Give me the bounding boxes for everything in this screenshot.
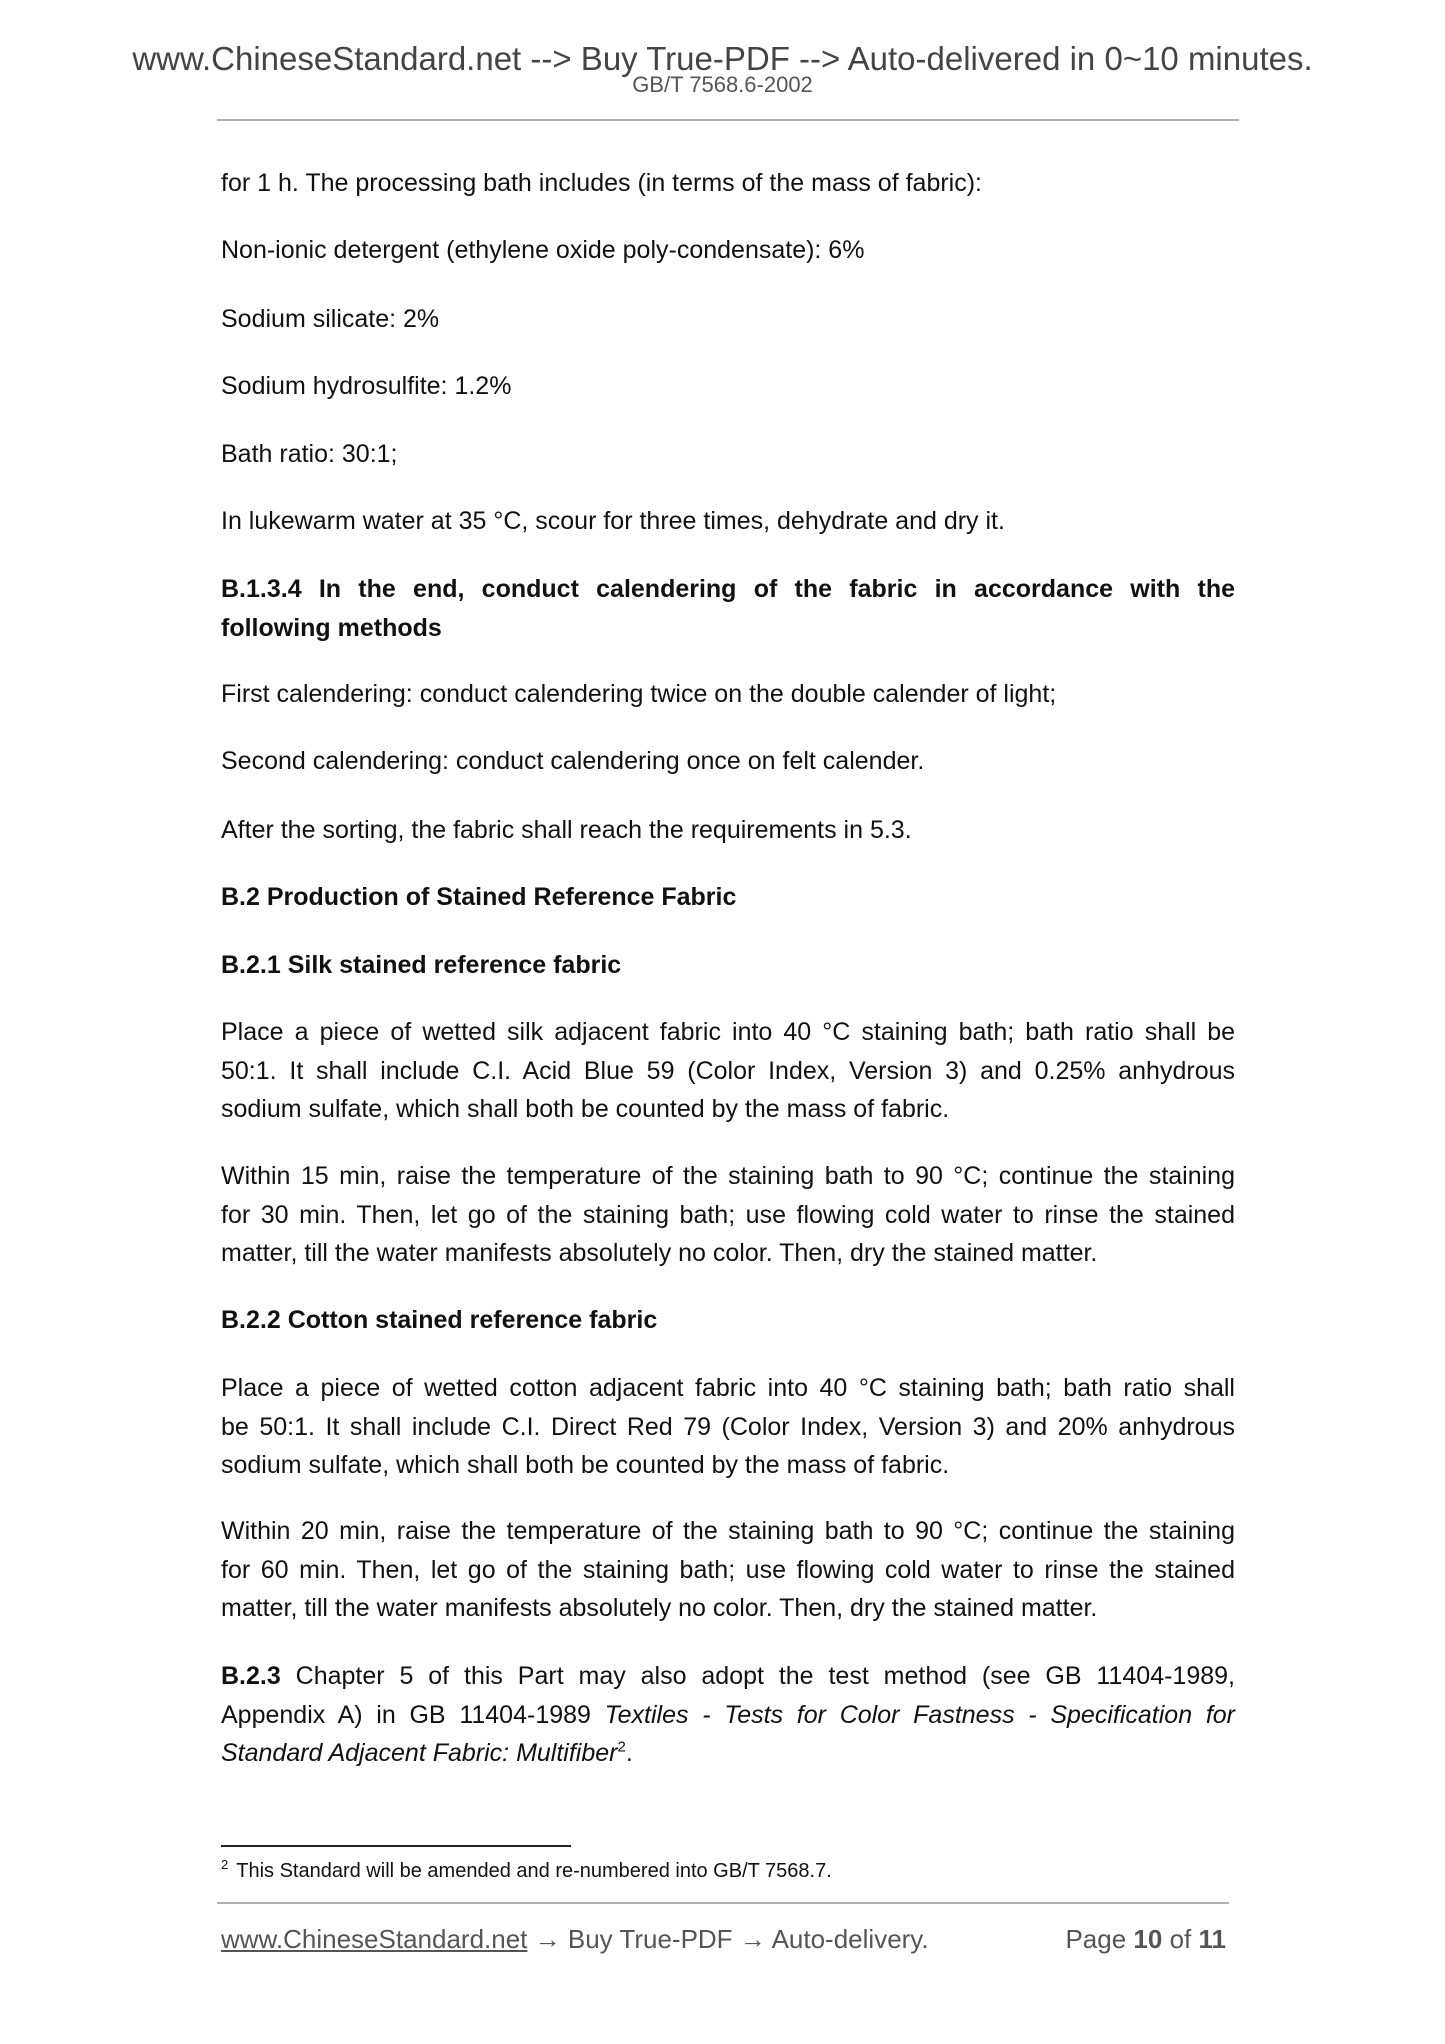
document-id: GB/T 7568.6-2002 (632, 72, 813, 97)
section-heading-b2: B.2 Production of Stained Reference Fabric (221, 883, 737, 911)
section-heading-b22: B.2.2 Cotton stained reference fabric (221, 1306, 658, 1334)
page-indicator: Page 10 of 11 (1065, 1924, 1226, 1954)
paragraph: Sodium hydrosulfite: 1.2% (221, 372, 512, 400)
section-heading-b21: B.2.1 Silk stained reference fabric (221, 951, 622, 979)
paragraph: Place a piece of wetted cotton adjacent fabric into 40 °C staining bath; bath ratio shall be 50:1. It shall include C.I. Direct Red 79 (Color Index, Version 3) and 20% anhydrous sodium sulfate, which shall both be counted by the mass of fabric. (221, 1374, 1235, 1479)
footnote-divider (221, 1845, 571, 1847)
footer-divider (217, 1902, 1229, 1904)
standard-title: Standard Adjacent Fabric: Multifiber (221, 1739, 618, 1767)
footnote-ref[interactable]: 2 (617, 1738, 626, 1756)
footer: www.ChineseStandard.net → Buy True-PDF → Auto-delivery. Page 10 of 11 (221, 1924, 1226, 1954)
paragraph: Within 15 min, raise the temperature of the staining bath to 90 °C; continue the staining for 30 min. Then, let go of the staining bath; use flowing cold water to rinse the stained matter, till the water manifests absolutely no color. Then, dry the stained matter. (221, 1162, 1235, 1267)
paragraph-b23: B.2.3 Chapter 5 of this Part may also adopt the test method (see GB 11404-1989, Appendix A) in GB 11404-1989 Textiles - Tests for Color Fastness - Specification for Standard Adjacent Fabric: Multifiber$^2$. (221, 1662, 1235, 1767)
paragraph: Within 20 min, raise the temperature of the staining bath to 90 °C; continue the staining for 60 min. Then, let go of the staining bath; use flowing cold water to rinse the stained matter, till the water manifests absolutely no color. Then, dry the stained matter. (221, 1517, 1235, 1622)
paragraph: Sodium silicate: 2% (221, 305, 440, 333)
standard-title: Textiles - Tests for Color Fastness - Specification for (604, 1700, 1235, 1729)
header-banner: www.ChineseStandard.net --> Buy True-PDF --> Auto-delivered in 0~10 minutes. (132, 40, 1313, 77)
footer-site-link[interactable]: www.ChineseStandard.net (221, 1924, 528, 1954)
paragraph: In lukewarm water at 35 °C, scour for three times, dehydrate and dry it. (221, 507, 1005, 535)
paragraph: for 1 h. The processing bath includes (in terms of the mass of fabric): (221, 169, 982, 197)
paragraph: After the sorting, the fabric shall reach the requirements in 5.3. (221, 816, 912, 844)
paragraph: Bath ratio: 30:1; (221, 440, 398, 468)
section-heading-b134: B.1.3.4 In the end, conduct calendering of the fabric in accordance with the following methods (221, 575, 1235, 642)
clause-label: B.2.3 (221, 1662, 281, 1690)
header-divider (217, 119, 1239, 121)
footnote: $^2$ This Standard will be amended and re-numbered into GB/T 7568.7. (221, 1857, 832, 1882)
paragraph: First calendering: conduct calendering twice on the double calender of light; (221, 680, 1057, 708)
paragraph: Place a piece of wetted silk adjacent fabric into 40 °C staining bath; bath ratio shall be 50:1. It shall include C.I. Acid Blue 59 (Color Index, Version 3) and 0.25% anhydrous sodium sulfate, which shall both be counted by the mass of fabric. (221, 1018, 1235, 1123)
paragraph: Second calendering: conduct calendering once on felt calender. (221, 747, 925, 775)
paragraph: Non-ionic detergent (ethylene oxide poly-condensate): 6% (221, 236, 865, 264)
